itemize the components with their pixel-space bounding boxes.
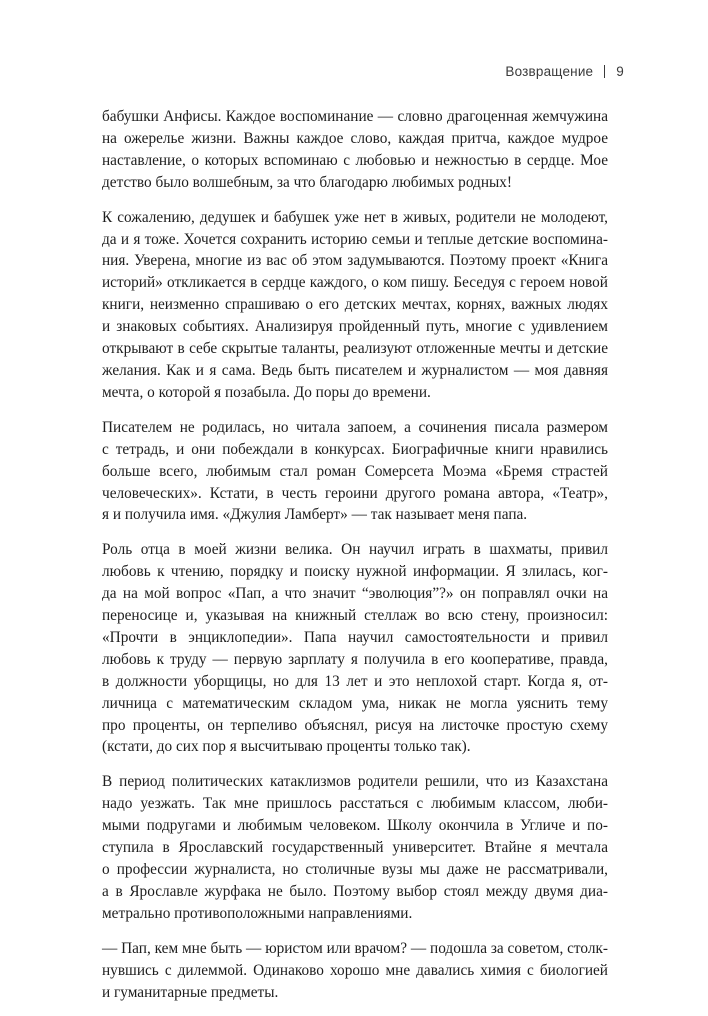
text-line: Писателем не родилась, но читала запоем, а сочинения писала размером — [102, 418, 608, 436]
section-title: Возвращение — [505, 64, 594, 79]
text-line: надо уезжать. Так мне пришлось расстаться с любимым классом, люби- — [102, 795, 608, 813]
text-line: да на мой вопрос «Пап, а что значит “эволюция”?» он поправлял очки на — [102, 585, 608, 603]
text-line: ступила в Ярославский государственный университет. Втайне я мечтала — [102, 839, 608, 857]
text-line: К сожалению, дедушек и бабушек уже нет в живых, родители не молодеют, — [102, 208, 608, 226]
text-line: с тетрадь, и они побеждали в конкурсах. Биографичные книги нравились — [102, 440, 608, 458]
text-line: переносице и, указывая на книжный стеллаж во всю стену, произносил: — [102, 607, 608, 625]
text-line: я и получила имя. «Джулия Ламберт» — так называет меня папа. — [102, 506, 528, 524]
text-line: любовь к чтению, порядку и поиску нужной информации. Я злилась, ког- — [102, 563, 608, 581]
text-line: открывают в себе скрытые таланты, реализуют отложенные мечты и детские — [102, 340, 608, 358]
body-text — [102, 106, 608, 1016]
text-line: и знаковых событиях. Анализируя пройденный путь, многие с удивлением — [102, 318, 608, 336]
text-line: о профессии журналиста, но столичные вузы мы даже не рассматривали, — [102, 861, 608, 878]
paragraph — [102, 207, 608, 404]
page-number: 9 — [616, 64, 624, 79]
text-line: историй» откликается в сердце каждого, о ком пишу. Беседуя с героем новой — [102, 274, 608, 292]
paragraph — [102, 106, 608, 194]
text-line: желания. Как и я сама. Ведь быть писателем и журналистом — моя давняя — [102, 361, 608, 379]
header-divider — [604, 65, 605, 78]
text-line: детство было волшебным, за что благодарю любимых родных! — [102, 173, 513, 191]
text-line: мечта, о которой я позабыла. До поры до времени. — [102, 383, 431, 401]
text-line: больше всего, любимым стал роман Сомерсета Моэма «Бремя страстей — [102, 462, 608, 480]
text-line: нувшись с дилеммой. Одинаково хорошо мне давались химия с биологией — [102, 961, 608, 979]
text-line: — Пап, кем мне быть — юристом или врачом? — подошла за советом, столк- — [102, 939, 608, 957]
text-line: да и я тоже. Хочется сохранить историю семьи и теплые детские воспомина- — [102, 230, 608, 248]
text-line: (кстати, до сих пор я высчитываю проценты только так). — [102, 738, 471, 756]
text-line: а в Ярославле журфака не было. Поэтому выбор стоял между двумя диа- — [102, 882, 608, 900]
text-line: Роль отца в моей жизни велика. Он научил играть в шахматы, привил — [102, 541, 608, 559]
paragraph — [102, 771, 608, 924]
text-line: бабушки Анфисы. Каждое воспоминание — словно драгоценная жемчужина — [102, 108, 608, 125]
text-line: мыми подругами и любимым человеком. Школу окончила в Угличе и по- — [102, 817, 608, 835]
running-header — [505, 64, 624, 79]
text-line: в должности уборщицы, но для 13 лет и это неплохой старт. Когда я, от- — [102, 672, 608, 690]
text-line: метрально противоположными направлениями. — [102, 904, 413, 922]
text-line: «Прочти в энциклопедии». Папа научил самостоятельности и привил — [102, 628, 608, 646]
text-line: наставление, о которых вспоминаю с любовью и нежностью в сердце. Мое — [102, 151, 608, 169]
paragraph — [102, 539, 608, 758]
text-line: человеческих». Кстати, в честь героини другого романа автора, «Театр», — [102, 484, 608, 502]
text-line: про проценты, он терпеливо объяснял, рисуя на листочке простую схему — [102, 716, 608, 734]
text-line: В период политических катаклизмов родители решили, что из Казахстана — [102, 773, 608, 791]
paragraph — [102, 417, 608, 527]
text-line: книги, неизменно спрашиваю о его детских мечтах, корнях, важных людях — [102, 296, 608, 314]
text-line: на ожерелье жизни. Важны каждое слово, каждая притча, каждое мудрое — [102, 129, 608, 147]
paragraph — [102, 938, 608, 1004]
text-line: и гуманитарные предметы. — [102, 983, 279, 1001]
text-line: любовь к труду — первую зарплату я получила в его кооперативе, правда, — [102, 650, 608, 668]
text-line: ния. Уверена, многие из вас об этом задумываются. Поэтому проект «Книга — [102, 252, 608, 270]
text-line: личница с математическим складом ума, никак не могла уяснить тему — [102, 694, 608, 712]
